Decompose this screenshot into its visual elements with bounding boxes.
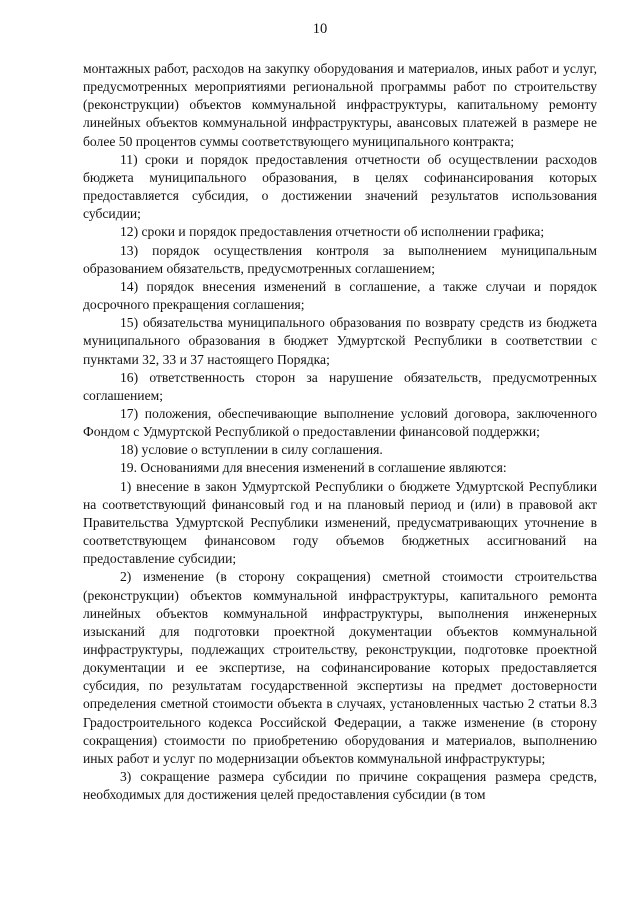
paragraph-item-11: 11) сроки и порядок предоставления отчетности об осуществлении расходов бюджета муниципального образования, в целях софинансирования которых предоставляется субсидия, о достижении значений результатов использования субсидии; — [83, 151, 597, 222]
paragraph-item-15: 15) обязательства муниципального образования по возврату средств из бюджета муниципального образования в бюджет Удмуртской Республики в соответствии с пунктами 32, 33 и 37 настоящего Порядка; — [83, 315, 597, 367]
paragraph-section-19: 19. Основаниями для внесения изменений в соглашение являются: — [120, 460, 507, 476]
paragraph-subitem-2: 2) изменение (в сторону сокращения) сметной стоимости строительства (реконструкции) объектов коммунальной инфраструктуры, капитального ремонта линейных объектов коммунальной инфраструктуры, выполнения инженерных изысканий для подготовки проектной документации объектов коммунальной инфраструктуры, подлежащих строительству, реконструкции, подготовке проектной документации и ее экспертизе, на софинансирование которых предоставляется субсидия, по результатам государственной экспертизы на предмет достоверности определения сметной стоимости объекта в случаях, установленных частью 2 статьи 8.3 Градостроительного кодекса Российской Федерации, а также изменение (в сторону сокращения) стоимости по приобретению оборудования и материалов, выполнению иных работ и услуг по модернизации объектов коммунальной инфраструктуры; — [83, 569, 597, 766]
page-number: 10 — [312, 21, 328, 37]
document-body — [83, 60, 597, 804]
paragraph-item-12: 12) сроки и порядок предоставления отчетности об исполнении графика; — [120, 224, 545, 240]
paragraph-item-13: 13) порядок осуществления контроля за выполнением муниципальным образованием обязательств, предусмотренных соглашением; — [83, 242, 597, 276]
paragraph-subitem-3: 3) сокращение размера субсидии по причине сокращения размера средств, необходимых для достижения целей предоставления субсидии (в том — [83, 769, 597, 803]
paragraph-item-18: 18) условие о вступлении в силу соглашения. — [120, 442, 383, 458]
paragraph-item-16: 16) ответственность сторон за нарушение обязательств, предусмотренных соглашением; — [83, 369, 597, 403]
paragraph-item-14: 14) порядок внесения изменений в соглашение, а также случаи и порядок досрочного прекращения соглашения; — [83, 278, 597, 313]
paragraph-subitem-1: 1) внесение в закон Удмуртской Республики о бюджете Удмуртской Республики на соответствующий финансовый год и на плановый период и (или) в правовой акт Правительства Удмуртской Республики изменений, предусматривающих уточнение в соответствующем финансовом году объемов бюджетных ассигнований на предоставление субсидии; — [83, 478, 597, 567]
paragraph-item-17: 17) положения, обеспечивающие выполнение условий договора, заключенного Фондом с Удмуртской Республикой о предоставлении финансовой поддержки; — [83, 405, 597, 440]
paragraph-continuation: монтажных работ, расходов на закупку оборудования и материалов, иных работ и услуг, предусмотренных мероприятиями региональной программы работ по строительству (реконструкции) объектов коммунальной инфраструктуры, капитальному ремонту линейных объектов коммунальной инфраструктуры, авансовых платежей в размере не более 50 процентов суммы соответствующего муниципального контракта; — [83, 61, 597, 149]
